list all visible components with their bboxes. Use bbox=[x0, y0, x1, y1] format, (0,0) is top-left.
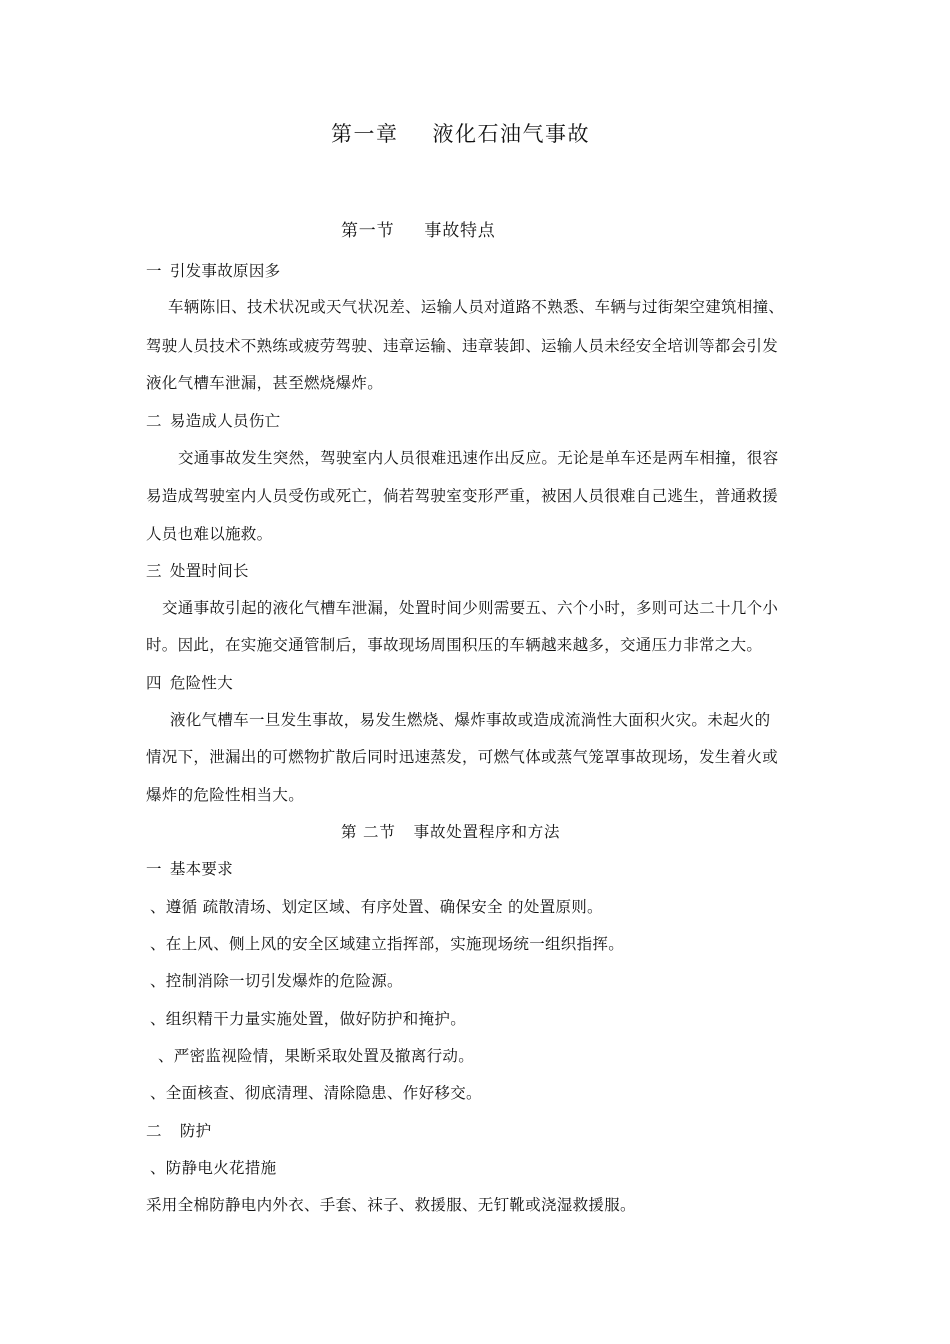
item-2-number: 二 bbox=[146, 412, 162, 430]
item-1-number: 一 bbox=[146, 262, 162, 280]
item-4-line-2: 情况下，泄漏出的可燃物扩散后同时迅速蒸发，可燃气体或蒸气笼罩事故现场，发生着火或 bbox=[146, 748, 779, 766]
item-3-title: 处置时间长 bbox=[169, 562, 249, 580]
chapter-number: 第一章 bbox=[331, 122, 399, 146]
requirement-1: 、遵循 疏散清场、划定区域、有序处置、确保安全 的处置原则。 bbox=[150, 898, 603, 916]
antistatic-subheading: 、防静电火花措施 bbox=[150, 1159, 277, 1177]
item-3-line-1: 交通事故引起的液化气槽车泄漏，处置时间少则需要五、六个小时，多则可达二十几个小 bbox=[162, 599, 779, 617]
item-1-title: 引发事故原因多 bbox=[169, 262, 281, 280]
item-4-line-3: 爆炸的危险性相当大。 bbox=[146, 786, 305, 804]
section2-number: 第 二节 bbox=[341, 823, 396, 841]
requirement-2: 、在上风、侧上风的安全区域建立指挥部，实施现场统一组织指挥。 bbox=[150, 935, 625, 953]
requirement-3: 、控制消除一切引发爆炸的危险源。 bbox=[150, 972, 403, 990]
item-2-line-2: 易造成驾驶室内人员受伤或死亡，倘若驾驶室变形严重，被困人员很难自己逃生，普通救援 bbox=[146, 487, 779, 505]
item-2-line-3: 人员也难以施救。 bbox=[146, 525, 273, 543]
section1-heading bbox=[341, 221, 496, 241]
section2-heading bbox=[341, 822, 560, 842]
antistatic-text: 采用全棉防静电内外衣、手套、袜子、救援服、无钉靴或浇湿救援服。 bbox=[146, 1196, 636, 1214]
section2-title: 事故处置程序和方法 bbox=[413, 823, 561, 841]
item-2-title: 易造成人员伤亡 bbox=[169, 412, 281, 430]
requirement-6: 、全面核查、彻底清理、清除隐患、作好移交。 bbox=[150, 1084, 482, 1102]
requirement-4: 、组织精干力量实施处置，做好防护和掩护。 bbox=[150, 1010, 467, 1028]
section1-number: 第一节 bbox=[341, 221, 395, 241]
item-3-heading bbox=[146, 561, 249, 581]
item-3-line-2: 时。因此，在实施交通管制后，事故现场周围积压的车辆越来越多，交通压力非常之大。 bbox=[146, 636, 763, 654]
item-4-title: 危险性大 bbox=[169, 674, 234, 692]
item-4-line-1: 液化气槽车一旦发生事故，易发生燃烧、爆炸事故或造成流淌性大面积火灾。未起火的 bbox=[170, 711, 771, 729]
item-1-line-3: 液化气槽车泄漏，甚至燃烧爆炸。 bbox=[146, 374, 384, 392]
item-3-number: 三 bbox=[146, 562, 162, 580]
basic-requirements-heading bbox=[146, 859, 233, 879]
protection-number: 二 bbox=[146, 1122, 162, 1140]
chapter-heading bbox=[331, 124, 590, 144]
requirement-5: 、严密监视险情，果断采取处置及撤离行动。 bbox=[158, 1047, 475, 1065]
item-1-line-1: 车辆陈旧、技术状况或天气状况差、运输人员对道路不熟悉、车辆与过街架空建筑相撞、 bbox=[168, 298, 785, 316]
item-2-heading bbox=[146, 411, 280, 431]
chapter-title: 液化石油气事故 bbox=[432, 122, 590, 146]
item-1-line-2: 驾驶人员技术不熟练或疲劳驾驶、违章运输、违章装卸、运输人员未经安全培训等都会引发 bbox=[146, 337, 779, 355]
item-2-line-1: 交通事故发生突然，驾驶室内人员很难迅速作出反应。无论是单车还是两车相撞，很容 bbox=[178, 449, 779, 467]
protection-heading bbox=[146, 1121, 211, 1141]
basic-title: 基本要求 bbox=[169, 860, 234, 878]
basic-number: 一 bbox=[146, 860, 162, 878]
protection-title: 防护 bbox=[179, 1122, 212, 1140]
section1-title: 事故特点 bbox=[424, 221, 496, 241]
item-1-heading bbox=[146, 261, 280, 281]
item-4-heading bbox=[146, 673, 233, 693]
item-4-number: 四 bbox=[146, 674, 162, 692]
